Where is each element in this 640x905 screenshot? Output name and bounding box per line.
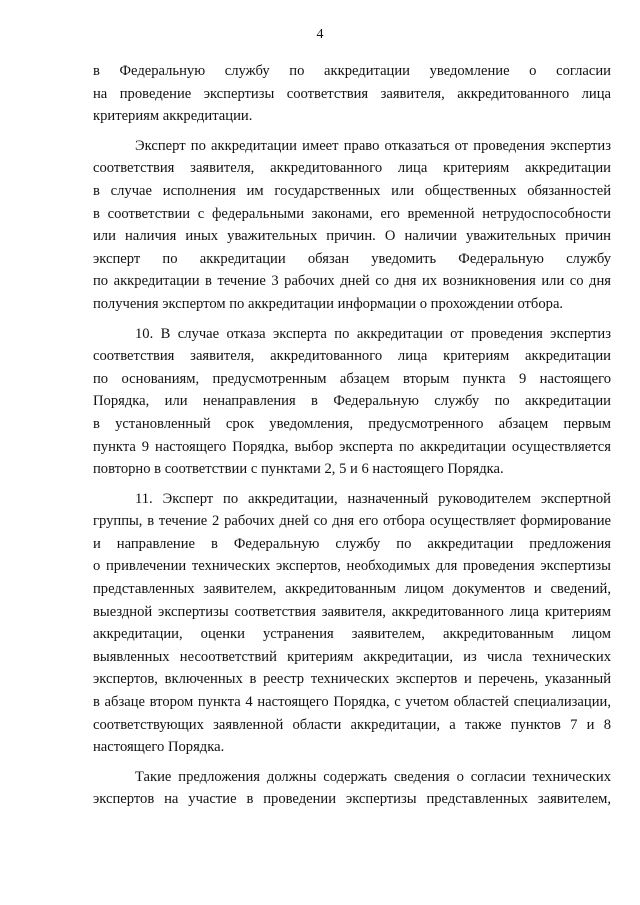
text-line: 11. Эксперт по аккредитации, назначенный руководителем экспертной [135,490,611,507]
text-line: повторно в соответствии с пунктами 2, 5 и 6 настоящего Порядка. [93,461,504,478]
page-number: 4 [316,27,324,42]
text-line: по основаниям, предусмотренным абзацем вторым пункта 9 настоящего [93,370,611,387]
text-line: соответствующих заявленной области аккредитации, а также пунктов 7 и 8 [93,716,611,733]
text-line: соответствия заявителя, аккредитованного лица критериям аккредитации [93,348,611,365]
text-line: Порядка, или ненаправления в Федеральную службу по аккредитации [93,393,611,410]
text-line: Такие предложения должны содержать сведения о согласии технических [135,768,611,785]
paragraph-3 [93,323,611,481]
paragraph-1 [93,60,611,128]
text-line: в случае исполнения им государственных или общественных обязанностей [93,182,611,199]
text-line: или наличия иных уважительных причин. О наличии уважительных причин [93,228,611,245]
text-line: критериям аккредитации. [93,108,253,125]
text-line: в установленный срок уведомления, предусмотренного абзацем первым [93,415,611,432]
text-line: в абзаце втором пункта 4 настоящего Порядка, с учетом областей специализации, [93,694,611,711]
document-body [93,60,611,811]
text-line: экспертов, включенных в реестр технических экспертов и перечень, указанный [93,671,611,688]
paragraph-2 [93,135,611,316]
text-line: соответствия заявителя, аккредитованного лица критериям аккредитации [93,160,611,177]
text-line: эксперт по аккредитации обязан уведомить Федеральную службу [93,250,611,267]
text-line: получения экспертом по аккредитации информации о прохождении отбора. [93,295,564,312]
text-line: и направление в Федеральную службу по аккредитации предложения [93,535,611,552]
paragraph-5 [93,766,611,811]
text-line: экспертов на участие в проведении экспертизы представленных заявителем, [93,791,611,808]
text-line: по аккредитации в течение 3 рабочих дней со дня их возникновения или со дня [93,273,611,290]
text-line: пункта 9 настоящего Порядка, выбор эксперта по аккредитации осуществляется [93,438,611,455]
text-line: о привлечении технических экспертов, необходимых для проведения экспертизы [93,558,611,575]
text-line: выявленных несоответствий критериям аккредитации, из числа технических [93,648,611,665]
text-line: настоящего Порядка. [93,739,225,756]
text-line: 10. В случае отказа эксперта по аккредитации от проведения экспертиз [135,325,611,342]
text-line: на проведение экспертизы соответствия заявителя, аккредитованного лица [93,85,611,102]
text-line: представленных заявителем, аккредитованным лицом документов и сведений, [93,581,611,598]
text-line: в соответствии с федеральными законами, его временной нетрудоспособности [93,205,611,222]
text-line: аккредитации, оценки устранения заявителем, аккредитованным лицом [93,626,611,643]
text-line: Эксперт по аккредитации имеет право отказаться от проведения экспертиз [135,137,611,154]
text-line: в Федеральную службу по аккредитации уведомление о согласии [93,63,611,79]
text-line: группы, в течение 2 рабочих дней со дня его отбора осуществляет формирование [93,513,611,530]
text-line: выездной экспертизы соответствия заявителя, аккредитованного лица критериям [93,603,611,620]
paragraph-4 [93,488,611,759]
